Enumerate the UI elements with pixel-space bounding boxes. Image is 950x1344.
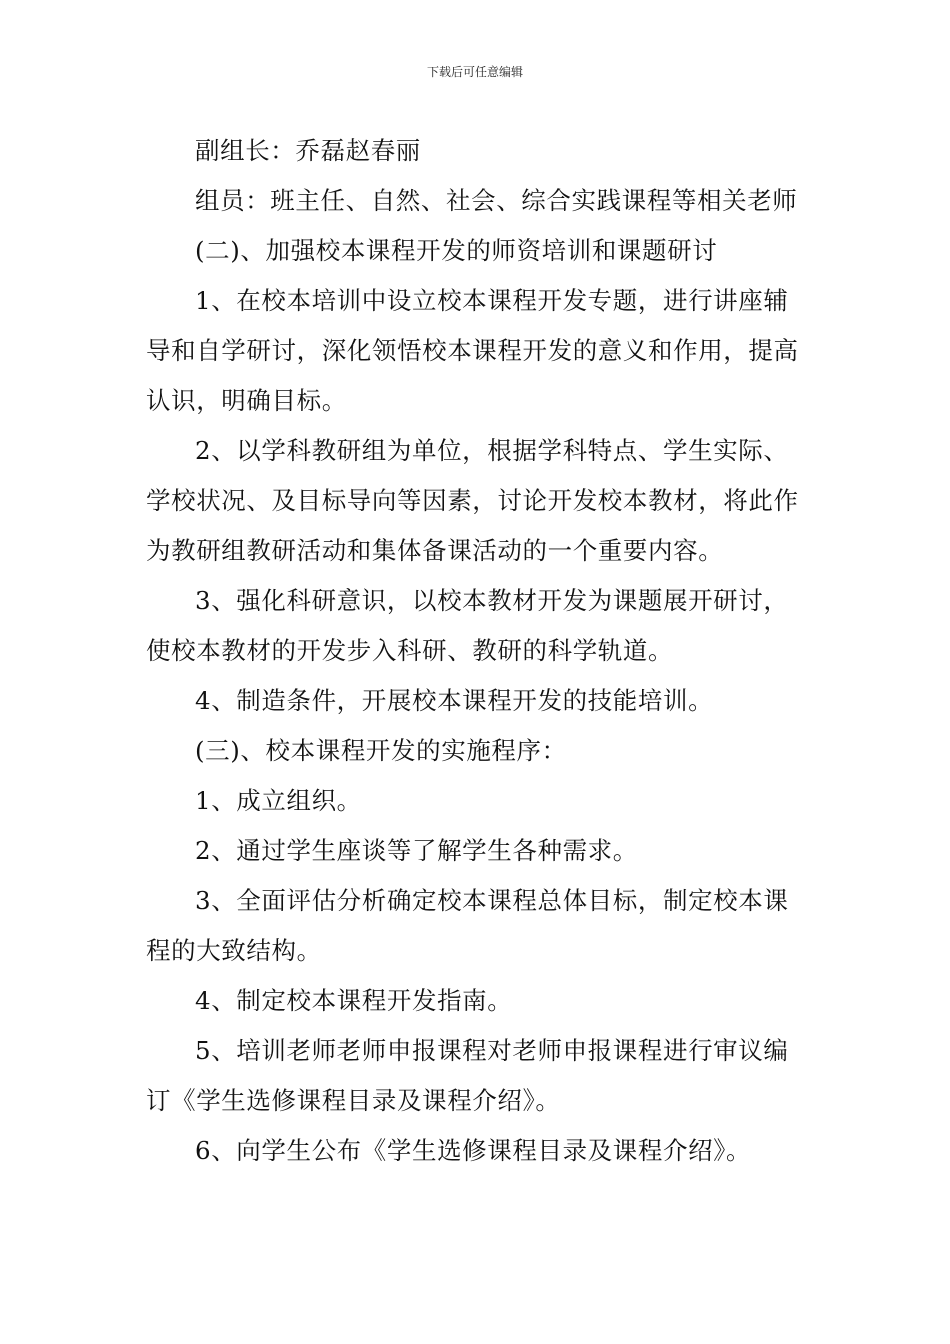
step-2: 2、通过学生座谈等了解学生各种需求。	[195, 836, 638, 865]
paragraph-deputy-leader: 副组长：乔磊赵春丽	[195, 136, 421, 165]
step-6: 6、向学生公布《学生选修课程目录及课程介绍》。	[195, 1136, 752, 1165]
paragraph-item-1: 1、在校本培训中设立校本课程开发专题，进行讲座辅导和自学研讨，深化领悟校本课程开发的意义和作用，提高认识，明确目标。	[146, 286, 799, 415]
step-1: 1、成立组织。	[195, 786, 362, 815]
page-header: 下载后可任意编辑	[426, 65, 523, 79]
step-3: 3、全面评估分析确定校本课程总体目标，制定校本课程的大致结构。	[146, 886, 789, 965]
document-body	[146, 126, 810, 1176]
paragraph-item-3: 3、强化科研意识，以校本教材开发为课题展开研讨，使校本教材的开发步入科研、教研的科学轨道。	[146, 586, 789, 665]
paragraph-item-4: 4、制造条件，开展校本课程开发的技能培训。	[195, 686, 714, 715]
section-heading-3: (三)、校本课程开发的实施程序：	[195, 736, 567, 765]
section-heading-2: (二)、加强校本课程开发的师资培训和课题研讨	[195, 236, 718, 265]
step-4: 4、制定校本课程开发指南。	[195, 986, 513, 1015]
paragraph-item-2: 2、以学科教研组为单位，根据学科特点、学生实际、学校状况、及目标导向等因素，讨论开发校本教材，将此作为教研组教研活动和集体备课活动的一个重要内容。	[146, 436, 799, 565]
step-5: 5、培训老师老师申报课程对老师申报课程进行审议编订《学生选修课程目录及课程介绍》。	[146, 1036, 789, 1115]
paragraph-members: 组员：班主任、自然、社会、综合实践课程等相关老师	[195, 186, 798, 215]
